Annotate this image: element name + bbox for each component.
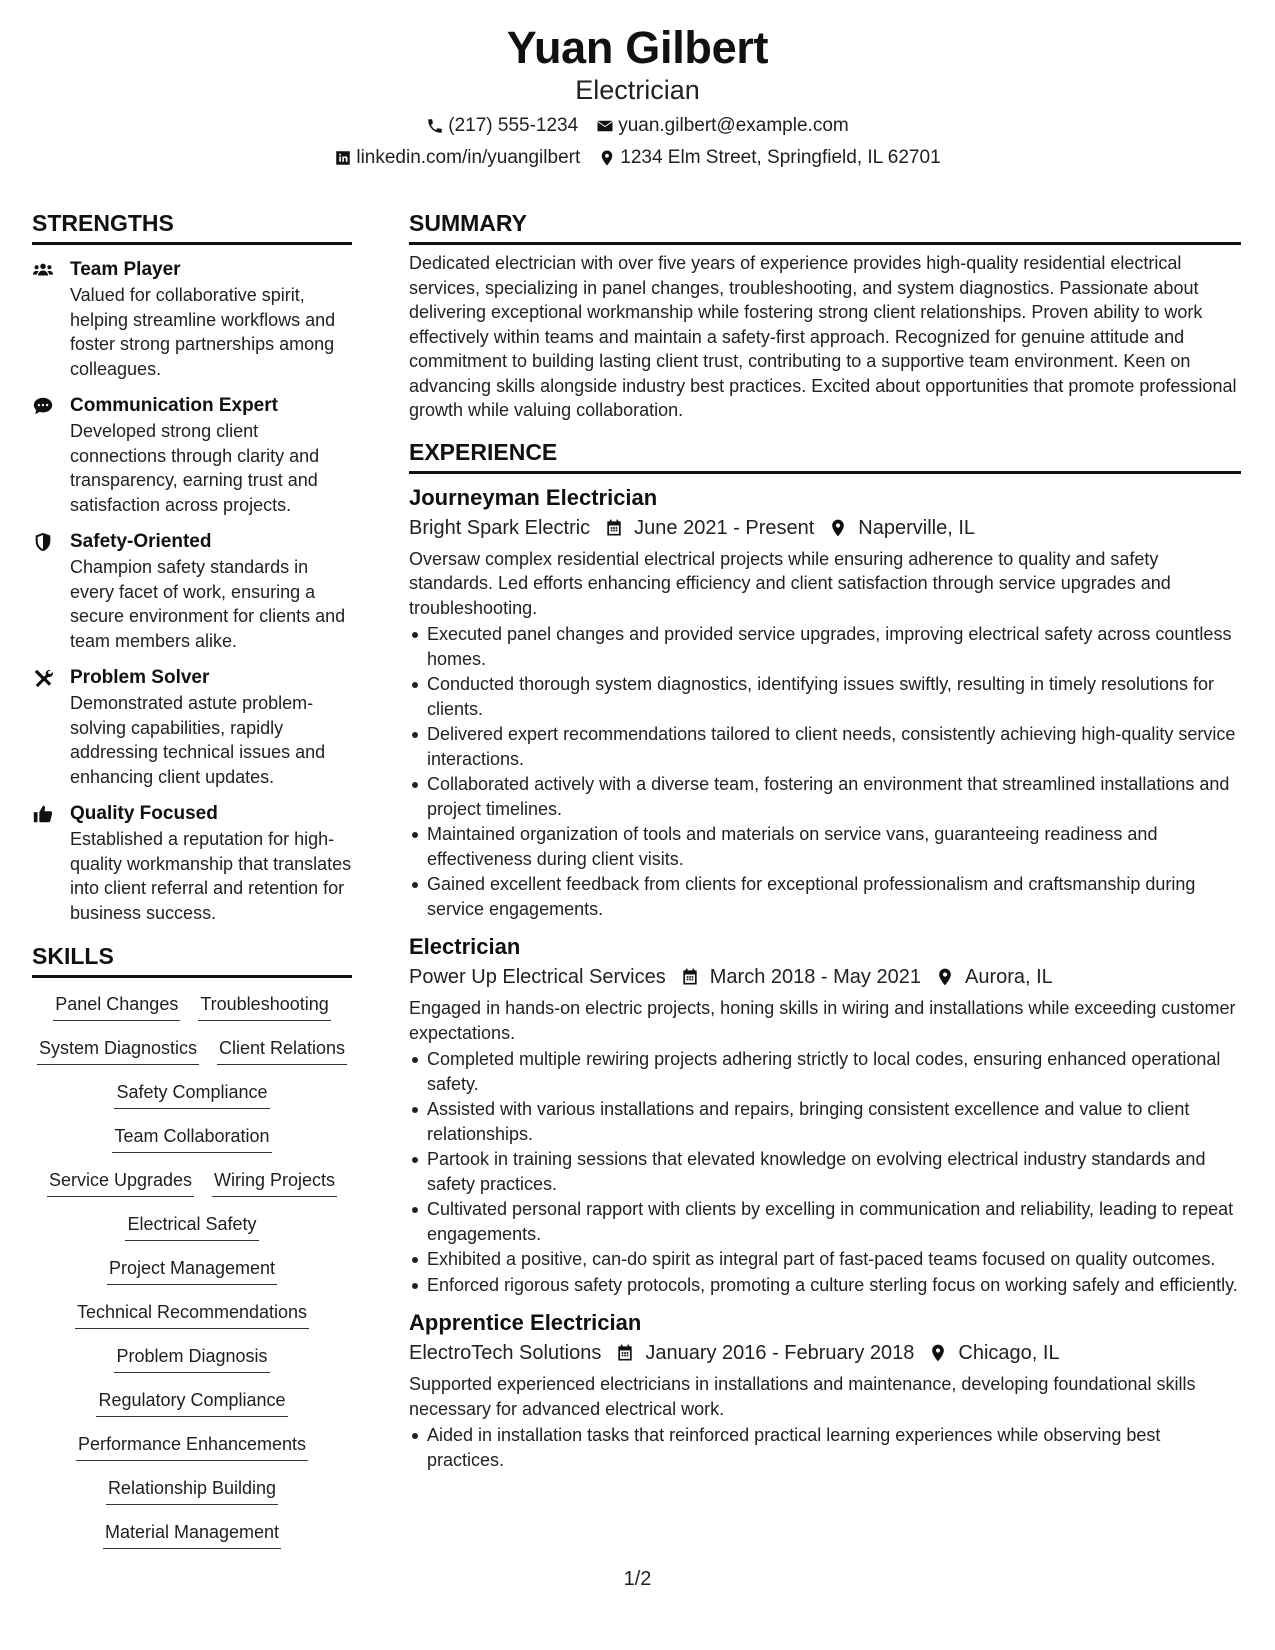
job-meta: [409, 1340, 1241, 1366]
address-text: 1234 Elm Street, Springfield, IL 62701: [620, 147, 941, 168]
job-entry: [409, 1309, 1241, 1472]
job-dates: January 2016 - February 2018: [645, 1342, 915, 1364]
skill-tag: Troubleshooting: [198, 992, 330, 1021]
thumbs-up-icon: [32, 803, 54, 825]
skill-tag: Safety Compliance: [114, 1080, 269, 1109]
calendar-icon: [615, 1343, 635, 1363]
strength-item: [32, 665, 352, 789]
strength-desc: Champion safety standards in every facet of work, ensuring a secure environment for clients and team members alike.: [70, 557, 346, 651]
job-bullets: [409, 1423, 1241, 1472]
job-entry: [409, 484, 1241, 922]
summary-heading: SUMMARY: [409, 210, 1241, 245]
strength-title: Safety-Oriented: [70, 531, 212, 552]
job-company: Power Up Electrical Services: [409, 966, 666, 988]
job-description: Oversaw complex residential electrical projects while ensuring adherence to quality and safety standards. Led efforts enhancing efficiency and client satisfaction through service upgrades and troubleshooting.: [409, 548, 1171, 618]
job-bullet: Aided in installation tasks that reinforced practical learning experiences while observing best practices.: [409, 1423, 1241, 1472]
strength-title: Problem Solver: [70, 667, 210, 688]
skill-tag: Technical Recommendations: [75, 1300, 309, 1329]
right-column: [409, 210, 1241, 1473]
strength-item: [32, 801, 352, 925]
map-pin-icon: [928, 1343, 948, 1363]
job-bullet: Gained excellent feedback from clients for exceptional professionalism and craftsmanship during service engagements.: [409, 872, 1241, 921]
job-bullets: [409, 622, 1241, 921]
strength-title: Quality Focused: [70, 803, 218, 824]
job-title: Electrician: [409, 934, 521, 959]
phone-text: (217) 555-1234: [448, 115, 579, 136]
contact-row-2: [0, 146, 1275, 170]
comment-icon: [32, 395, 54, 417]
job-bullet: Completed multiple rewiring projects adhering strictly to local codes, ensuring enhanced operational safety.: [409, 1047, 1241, 1096]
job-title: Apprentice Electrician: [409, 1310, 642, 1335]
skill-tag: Performance Enhancements: [76, 1432, 308, 1461]
email-text[interactable]: yuan.gilbert@example.com: [618, 115, 849, 136]
linkedin-icon: [334, 149, 352, 167]
job-meta: [409, 964, 1241, 990]
job-location: Chicago, IL: [958, 1342, 1060, 1364]
tools-icon: [32, 667, 54, 689]
strengths-heading: STRENGTHS: [32, 210, 352, 245]
job-meta: [409, 515, 1241, 541]
skill-tag: Material Management: [103, 1520, 281, 1549]
job-entry: [409, 933, 1241, 1297]
job-dates: March 2018 - May 2021: [709, 966, 921, 988]
job-bullet: Collaborated actively with a diverse team, fostering an environment that streamlined installations and project timelines.: [409, 772, 1241, 821]
strength-desc: Demonstrated astute problem-solving capabilities, rapidly addressing technical issues and enhancing client updates.: [70, 693, 326, 787]
job-company: ElectroTech Solutions: [409, 1342, 602, 1364]
job-bullet: Enforced rigorous safety protocols, promoting a culture sterling focus on working safely and efficiently.: [409, 1273, 1241, 1298]
resume-header: [0, 22, 1275, 170]
strength-desc: Developed strong client connections through clarity and transparency, earning trust and satisfaction across projects.: [70, 421, 320, 515]
skills-heading: SKILLS: [32, 943, 352, 978]
skill-tag: Client Relations: [217, 1036, 347, 1065]
job-title: Journeyman Electrician: [409, 484, 658, 510]
job-dates: June 2021 - Present: [634, 516, 815, 539]
skill-tag: Service Upgrades: [47, 1168, 194, 1197]
email-contact[interactable]: [596, 114, 849, 138]
skill-tag: Wiring Projects: [212, 1168, 337, 1197]
job-description: Supported experienced electricians in installations and maintenance, developing foundational skills necessary for advanced electrical work.: [409, 1374, 1196, 1419]
skill-tag: Project Management: [107, 1256, 277, 1285]
envelope-icon: [596, 117, 614, 135]
job-bullet: Assisted with various installations and repairs, bringing consistent excellence and value to client relationships.: [409, 1097, 1241, 1146]
page-number: 1/2: [623, 1568, 652, 1590]
map-pin-icon: [828, 518, 848, 538]
job-bullet: Conducted thorough system diagnostics, identifying issues swiftly, resulting in timely resolutions for clients.: [409, 672, 1241, 721]
job-bullet: Maintained organization of tools and materials on service vans, guaranteeing readiness and effectiveness during client visits.: [409, 822, 1241, 871]
linkedin-text[interactable]: linkedin.com/in/yuangilbert: [356, 147, 581, 168]
strength-title: Team Player: [70, 259, 181, 280]
skill-tag: System Diagnostics: [37, 1036, 199, 1065]
skill-tag: Panel Changes: [53, 992, 180, 1021]
job-bullet: Exhibited a positive, can-do spirit as integral part of fast-paced teams focused on quality outcomes.: [409, 1247, 1241, 1272]
job-bullet: Delivered expert recommendations tailored to client needs, consistently achieving high-quality service interactions.: [409, 722, 1241, 771]
map-pin-icon: [935, 967, 955, 987]
strength-item: [32, 257, 352, 381]
map-pin-icon: [598, 149, 616, 167]
shield-icon: [32, 531, 54, 553]
contact-row: [0, 114, 1275, 138]
left-column: [32, 210, 352, 1564]
strength-item: [32, 529, 352, 653]
skill-tag: Relationship Building: [106, 1476, 278, 1505]
strength-desc: Valued for collaborative spirit, helping streamline workflows and foster strong partnerships among colleagues.: [70, 285, 336, 379]
calendar-icon: [604, 518, 624, 538]
candidate-name: Yuan Gilbert: [506, 22, 769, 73]
address-contact: [598, 146, 940, 170]
skills-list: [32, 992, 352, 1564]
strength-title: Communication Expert: [70, 395, 278, 416]
skill-tag: Team Collaboration: [112, 1124, 271, 1153]
phone-contact: [426, 114, 578, 138]
users-icon: [32, 259, 54, 281]
job-description: Engaged in hands-on electric projects, honing skills in wiring and installations while exceeding customer expectations.: [409, 998, 1236, 1043]
phone-icon: [426, 117, 444, 135]
summary-text: Dedicated electrician with over five years of experience provides high-quality residential electrical services, specializing in panel changes, troubleshooting, and system diagnostics. Passionate about delivering exceptional workmanship while fostering strong client relationships. Proven ability to work effectively within teams and maintain a safety-first approach. Recognized for genuine attitude and commitment to building lasting client trust, contributing to a supportive team environment. Keen on advancing skills alongside industry best practices. Excited about opportunities that promote professional growth while valuing collaboration.: [409, 253, 1237, 420]
job-bullets: [409, 1047, 1241, 1297]
skill-tag: Electrical Safety: [125, 1212, 258, 1241]
linkedin-contact[interactable]: [334, 146, 580, 170]
job-bullet: Executed panel changes and provided service upgrades, improving electrical safety across countless homes.: [409, 622, 1241, 671]
experience-heading: EXPERIENCE: [409, 439, 1241, 474]
candidate-title: Electrician: [575, 75, 700, 105]
calendar-icon: [680, 967, 700, 987]
skill-tag: Problem Diagnosis: [114, 1344, 269, 1373]
job-bullet: Partook in training sessions that elevated knowledge on evolving electrical industry standards and safety practices.: [409, 1147, 1241, 1196]
strength-desc: Established a reputation for high-quality workmanship that translates into client referral and retention for business success.: [70, 829, 352, 923]
job-bullet: Cultivated personal rapport with clients by excelling in communication and reliability, leading to repeat engagements.: [409, 1197, 1241, 1246]
job-location: Aurora, IL: [964, 966, 1053, 988]
job-location: Naperville, IL: [858, 516, 976, 539]
skill-tag: Regulatory Compliance: [96, 1388, 287, 1417]
job-company: Bright Spark Electric: [409, 516, 591, 539]
strength-item: [32, 393, 352, 517]
